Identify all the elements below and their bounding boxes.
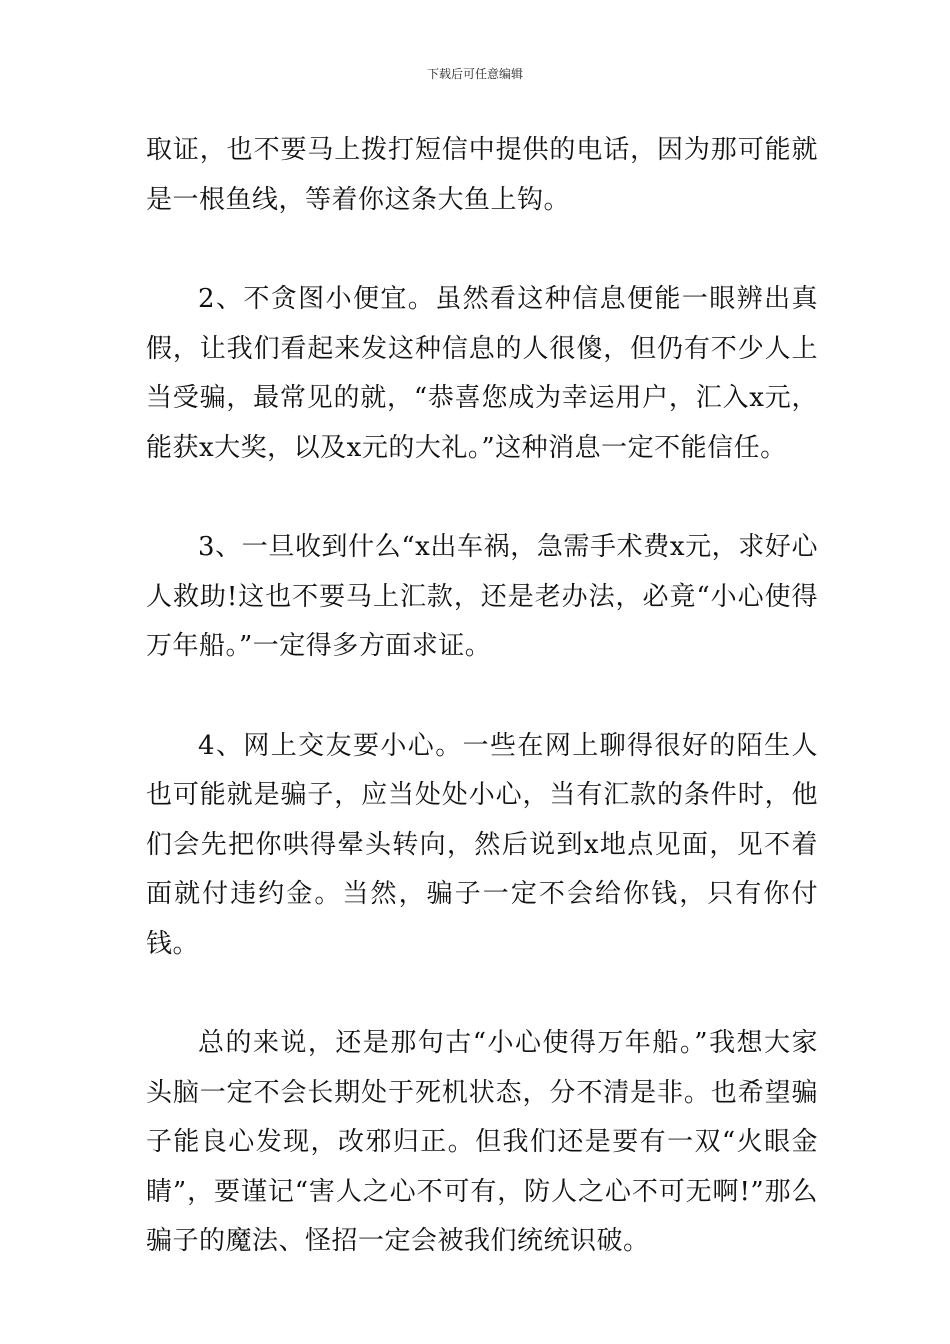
paragraph-item-2: 2、不贪图小便宜。虽然看这种信息便能一眼辨出真假，让我们看起来发这种信息的人很傻，但仍有不少人上当受骗，最常见的就，“恭喜您成为幸运用户，汇入x元，能获x大奖，以及x元的大礼。”这种消息一定不能信任。 <box>146 284 818 463</box>
paragraph-item-4: 4、网上交友要小心。一些在网上聊得很好的陌生人也可能就是骗子，应当处处小心，当有汇款的条件时，他们会先把你哄得晕头转向，然后说到x地点见面，见不着面就付违约金。当然，骗子一定不会给你钱，只有你付钱。 <box>146 730 818 959</box>
paragraph-item-3: 3、一旦收到什么“x出车祸，急需手术费x元，求好心人救助!这也不要马上汇款，还是老办法，必竟“小心使得万年船。”一定得多方面求证。 <box>146 532 818 661</box>
paragraph-conclusion: 总的来说，还是那句古“小心使得万年船。”我想大家头脑一定不会长期处于死机状态，分不清是非。也希望骗子能良心发现，改邪归正。但我们还是要有一双“火眼金睛”，要谨记“害人之心不可有，防人之心不可无啊!”那么骗子的魔法、怪招一定会被我们统统识破。 <box>146 1028 818 1256</box>
paragraph-continuation: 取证，也不要马上拨打短信中提供的电话，因为那可能就是一根鱼线，等着你这条大鱼上钩。 <box>146 135 818 215</box>
document-body <box>146 126 818 1267</box>
page-header: 下载后可任意编辑 <box>426 67 523 81</box>
